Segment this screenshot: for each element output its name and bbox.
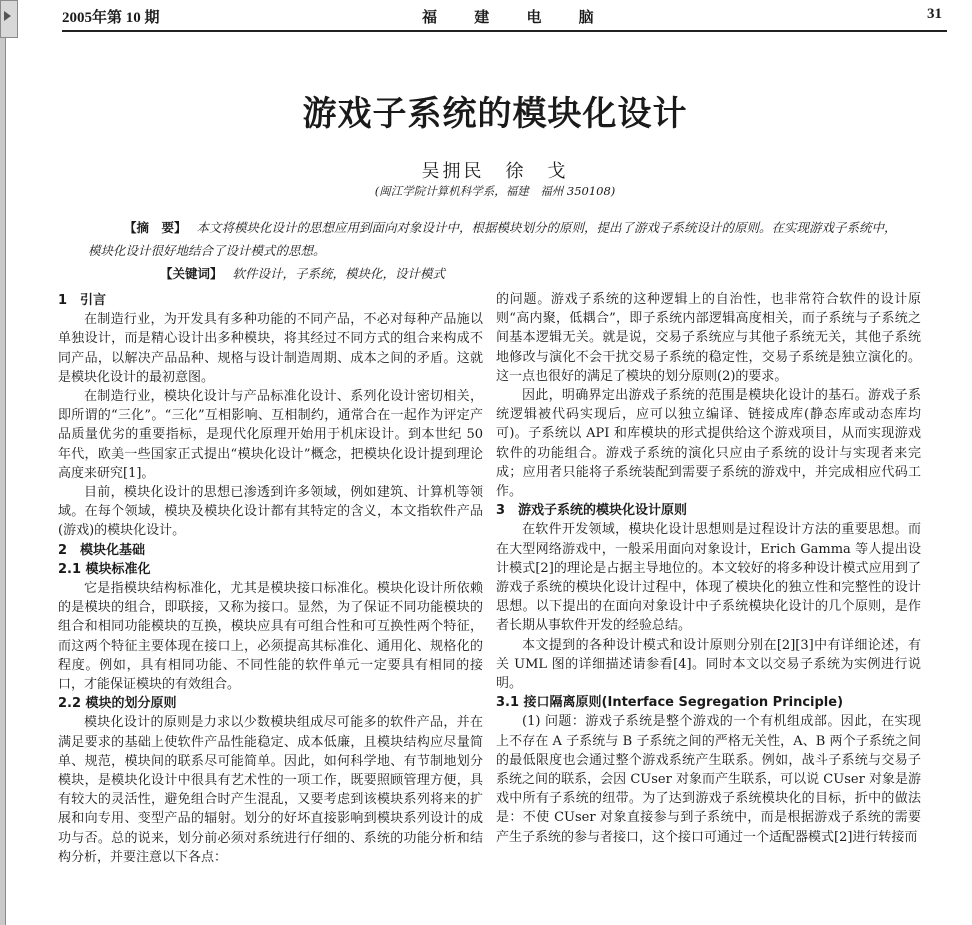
page-number: 31 bbox=[927, 6, 942, 22]
paragraph: 目前，模块化设计的思想已渗透到许多领域，例如建筑、计算机等领域。在每个领域，模块及模块化设计都有其特定的含义，本文指软件产品(游戏)的模块化设计。 bbox=[58, 485, 483, 539]
document-page bbox=[22, 0, 968, 925]
triangle-right-icon bbox=[4, 11, 11, 21]
abstract-block bbox=[88, 216, 898, 285]
section-heading-2-1: 2.1 模块标准化 bbox=[58, 561, 151, 577]
journal-name: 福 建 电 脑 bbox=[422, 8, 610, 26]
viewer-sidebar-edge bbox=[0, 0, 6, 925]
left-text-column bbox=[58, 290, 483, 867]
section-heading-3-1: 3.1 接口隔离原则(Interface Segregation Principle) bbox=[496, 695, 844, 711]
author-affiliation: (闽江学院计算机科学系，福建 福州 350108) bbox=[374, 184, 616, 198]
paragraph: 在制造行业，为开发具有多种功能的不同产品，不必对每种产品施以单独设计，而是精心设计出多种模块，将其经过不同方式的组合来构成不同产品，以解决产品品种、规格与设计制造周期、成本之间的矛盾。这就是模块化设计的最初意图。 bbox=[58, 312, 483, 385]
section-heading-2: 2 模块化基础 bbox=[58, 542, 146, 558]
paragraph: (1) 问题：游戏子系统是整个游戏的一个有机组成部。因此，在实现上不存在 A 子系统与 B 子系统之间的严格无关性，A、B 两个子系统之间的最低限度也会通过整个游戏系统产生联系。例如，战斗子系统与交易子系统之间的联系，会因 CUser 对象而产生联系，可以说 CUser 对象是游戏中所有子系统的纽带。为了达到游戏子系统模块化的目标，折中的做法是：不使 CUser 对象直接参与到子系统中，而是根据游戏子系统的需要产生子系统的参与者接口，这个接口可通过一个适配器模式[2]进行转接而 bbox=[496, 714, 921, 845]
page-nav-button[interactable] bbox=[0, 0, 18, 38]
right-text-column bbox=[496, 290, 921, 847]
running-header bbox=[62, 6, 942, 28]
issue-label: 2005年第 10 期 bbox=[62, 10, 160, 26]
article-authors: 吴拥民 徐 戈 bbox=[421, 161, 569, 182]
paragraph: 它是指模块结构标准化，尤其是模块接口标准化。模块化设计所依赖的是模块的组合，即联接，又称为接口。显然，为了保证不同功能模块的组合和相同功能模块的互换，模块应具有可组合性和可互换性两个特征，而这两个特征主要体现在接口上，必须提高其标准化、通用化、规格化的程度。例如，具有相同功能、不同性能的软件单元一定要具有相同的接口，才能保证模块的有效组合。 bbox=[58, 581, 483, 693]
keywords-line bbox=[88, 262, 898, 285]
abstract-text: 本文将模块化设计的思想应用到面向对象设计中，根据模块划分的原则，提出了游戏子系统设计的原则。在实现游戏子系统中，模块化设计很好地结合了设计模式的思想。 bbox=[88, 220, 897, 258]
keywords-label: 【关键词】 bbox=[160, 266, 223, 281]
abstract-paragraph bbox=[88, 216, 898, 262]
section-heading-1: 1 引言 bbox=[58, 293, 107, 308]
article-title: 游戏子系统的模块化设计 bbox=[302, 94, 688, 134]
paragraph: 在制造行业，模块化设计与产品标准化设计、系列化设计密切相关，即所谓的“三化”。“三化”互相影响、互相制约，通常合在一起作为评定产品质量优劣的重要指标，是现代化原理开始用于机床设计。到本世纪 50 年代，欧美一些国家正式提出“模块化设计”概念，把模块化设计提到理论高度来研究[1]。 bbox=[58, 389, 483, 481]
abstract-label: 【摘 要】 bbox=[124, 220, 187, 235]
paragraph: 因此，明确界定出游戏子系统的范围是模块化设计的基石。游戏子系统逻辑被代码实现后，应可以独立编译、链接成库(静态库或动态库均可)。子系统以 API 和库模块的形式提供给这个游戏项目，从而实现游戏软件的功能组合。游戏子系统的演化只应由子系统的设计与实现者来完成；应用者只能将子系统装配到需要子系统的游戏中，并完成相应代码工作。 bbox=[496, 388, 921, 500]
paragraph: 的问题。游戏子系统的这种逻辑上的自治性，也非常符合软件的设计原则“高内聚，低耦合”，即子系统内部逻辑高度相关，而子系统与子系统之间基本逻辑无关。就是说，交易子系统应与其他子系统无关，其他子系统地修改与演化不会干扰交易子系统的稳定性，交易子系统是独立演化的。这一点也很好的满足了模块的划分原则(2)的要求。 bbox=[496, 292, 921, 384]
paragraph: 本文提到的各种设计模式和设计原则分别在[2][3]中有详细论述，有关 UML 图的详细描述请参看[4]。同时本文以交易子系统为实例进行说明。 bbox=[496, 637, 921, 692]
paragraph: 模块化设计的原则是力求以少数模块组成尽可能多的软件产品，并在满足要求的基础上使软件产品性能稳定、成本低廉，且模块结构应尽量简单、规范，模块间的联系尽可能简单。因此，如何科学地、有节制地划分模块，是模块化设计中很具有艺术性的一项工作，既要照顾管理方便，具有较大的灵活性，避免组合时产生混乱，又要考虑到该模块系列将来的扩展和向专用、变型产品的辐射。划分的好坏直接影响到模块系列设计的成功与否。总的说来，划分前必须对系统进行仔细的、系统的功能分析和结构分析，并要注意以下各点： bbox=[58, 715, 483, 865]
header-rule bbox=[62, 30, 947, 32]
keywords-text: 软件设计，子系统，模块化，设计模式 bbox=[232, 266, 446, 281]
section-heading-3: 3 游戏子系统的模块化设计原则 bbox=[496, 503, 688, 519]
section-heading-2-2: 2.2 模块的划分原则 bbox=[58, 696, 177, 712]
paragraph: 在软件开发领域，模块化设计思想则是过程设计方法的重要思想。而在大型网络游戏中，一般采用面向对象设计，Erich Gamma 等人提出设计模式[2]的理论是占据主导地位的。本文较好的将多种设计模式应用到了游戏子系统的模块化设计过程中，体现了模块化的独立性和完整性的设计思想。以下提出的在面向对象设计中子系统模块化设计的几个原则，是作者长期从事软件开发的经验总结。 bbox=[496, 522, 921, 634]
